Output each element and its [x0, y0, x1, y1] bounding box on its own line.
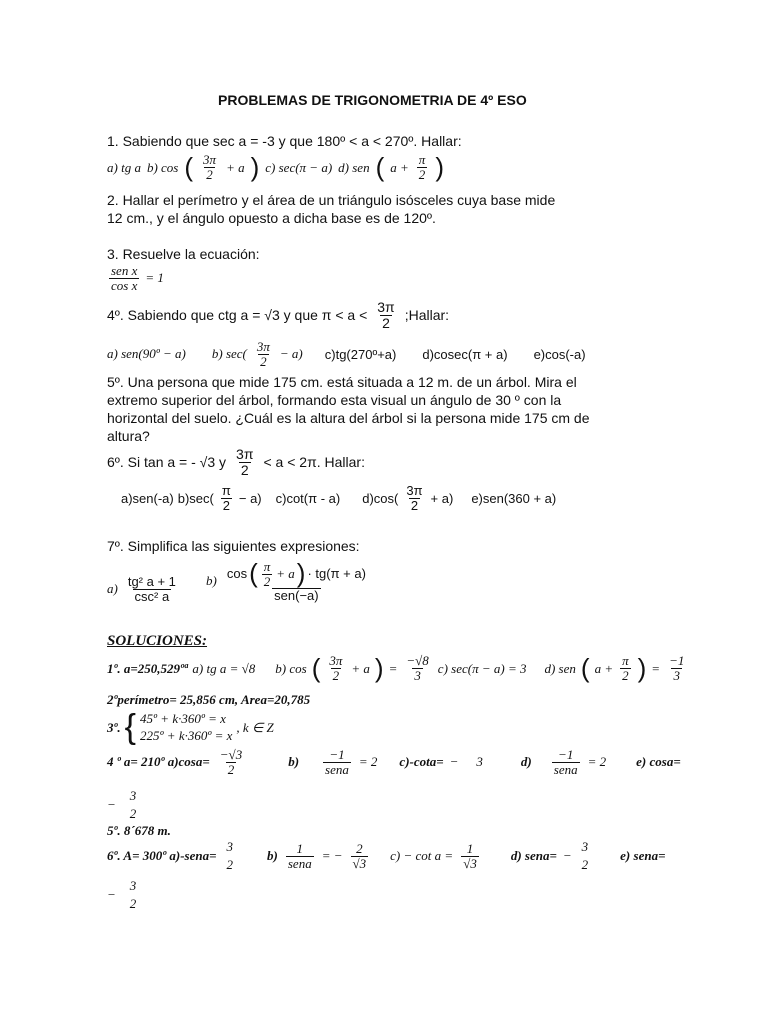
paren-open: ( [249, 558, 258, 589]
fraction [327, 654, 344, 682]
problem-4-text [107, 300, 449, 330]
frac-den: sena [553, 761, 578, 777]
frac-num: 2 [356, 841, 363, 857]
frac-num: 1 [466, 841, 474, 857]
solution-6-e-value [107, 877, 140, 913]
equals-sign: = [388, 660, 398, 676]
minus-sign: − [107, 797, 116, 813]
s4-c-val: 3 [476, 754, 483, 770]
fraction [234, 447, 255, 477]
solution-6 [107, 838, 665, 874]
problem-4-options [107, 340, 586, 368]
fraction [375, 300, 396, 330]
solution-5: 5º. 8´678 m. [107, 823, 171, 838]
frac-den: 2 [382, 314, 390, 331]
cos-label: cos [226, 566, 248, 582]
frac-num: 3 [581, 839, 589, 854]
frac-num: sen x [111, 263, 138, 278]
s1-lead: 1º. a=250,529ºª [107, 660, 188, 676]
minus-sign: − [562, 848, 572, 864]
equation-rhs: = 1 [145, 270, 164, 286]
fraction [552, 748, 580, 776]
s6-c: c) − cot a = [390, 848, 454, 864]
p1-option-b: b) cos [146, 159, 179, 175]
frac-num: π [263, 559, 271, 574]
fraction [109, 264, 139, 292]
p1-option-a: a) tg a [107, 159, 141, 175]
solution-4-e-value [107, 787, 140, 823]
frac-den: 3 [414, 668, 421, 683]
frac-den: 2 [581, 857, 589, 873]
frac-den: √3 [463, 855, 477, 871]
frac-den: 2 [227, 761, 235, 777]
frac-den: 2 [263, 573, 271, 589]
problem-6-options [121, 484, 556, 512]
p4-option-d: d)cosec(π + a) [422, 346, 508, 362]
solutions-header: SOLUCIONES: [107, 633, 208, 649]
s1-d-inner: a + [594, 660, 614, 676]
frac-num: π [622, 653, 629, 669]
frac-den: 2 [129, 896, 137, 912]
p4-post: ;Hallar: [404, 307, 450, 324]
fraction [620, 654, 631, 682]
frac-num: −1 [558, 747, 574, 762]
fraction [128, 877, 139, 913]
frac-num: π [418, 152, 426, 168]
p7-b-label: b) [206, 573, 217, 589]
p4-option-e: e)cos(-a) [533, 346, 586, 362]
p6-option-c: c)cot(π - a) [275, 490, 341, 506]
p6-b-post: − a) [238, 490, 262, 506]
p6-pre: 6º. Si tan a = - √3 y [107, 454, 227, 471]
frac-num: π [221, 483, 231, 498]
fraction [220, 484, 233, 512]
fraction [286, 842, 314, 870]
paren-close: ) [250, 152, 260, 182]
s6-lead: 6º. A= 300º a)-sena= [107, 848, 217, 864]
frac-den: csc² a [134, 588, 170, 604]
p4-option-b: b) sec( [211, 346, 247, 362]
frac-num: −1 [669, 653, 685, 669]
problem-7-text: 7º. Simplifica las siguientes expresiones: [107, 538, 360, 554]
page-title: PROBLEMAS DE TRIGONOMETRIA DE 4º ESO [218, 92, 527, 108]
s4-b-val: = 2 [358, 754, 378, 770]
problem-3-text: 3. Resuelve la ecuación: [107, 246, 260, 262]
frac-den: sen(−a) [274, 588, 319, 604]
equals-sign: = [651, 660, 661, 676]
frac-den: sena [287, 855, 312, 871]
s6-d: d) sena= [510, 848, 557, 864]
problem-3-equation [107, 264, 164, 292]
frac-den: 2 [622, 668, 629, 683]
problem-1-text: 1. Sabiendo que sec a = -3 y que 180º < a < 270º. Hallar: [107, 133, 462, 149]
s4-d-val: = 2 [587, 754, 607, 770]
p4-option-c: c)tg(270º+a) [324, 346, 397, 362]
solution-4 [107, 748, 681, 776]
frac-num: −√8 [406, 653, 429, 669]
frac-den: 2 [260, 353, 267, 369]
p7-b-rest: + a [276, 566, 295, 582]
paren-open: ( [375, 152, 385, 182]
p1-option-c: c) sec(π − a) [265, 159, 333, 175]
problem-5-line3: horizontal del suelo. ¿Cuál es la altura del árbol si la persona mide 175 cm de [107, 410, 590, 426]
problem-2-line2: 12 cm., y el ángulo opuesto a dicha base es de 120º. [107, 210, 436, 226]
fraction [255, 340, 272, 368]
frac-num: 1 [296, 841, 304, 857]
p1-b-rest: + a [226, 159, 245, 175]
frac-num: tg² a + 1 [127, 574, 176, 589]
paren-open: ( [580, 653, 590, 683]
fraction [225, 560, 368, 603]
paren-open: ( [311, 653, 321, 683]
problem-7-expr-a [107, 575, 180, 603]
p7-a-label: a) [107, 581, 118, 597]
frac-den: 3 [673, 668, 680, 683]
s1-a: a) tg a = √8 [192, 660, 256, 676]
p6-option-e: e)sen(360 + a) [471, 490, 557, 506]
s4-d: d) [520, 754, 532, 770]
p1-option-d: d) sen [338, 159, 370, 175]
s6-b-eq: = − [321, 848, 343, 864]
fraction [218, 748, 244, 776]
s4-e: e) cosa= [636, 754, 681, 770]
fraction [126, 575, 178, 603]
frac-den: 2 [226, 857, 234, 873]
p7-b-mid: · tg(π + a) [307, 566, 366, 582]
problem-2-line1: 2. Hallar el perímetro y el área de un triángulo isósceles cuya base mide [107, 192, 556, 208]
problem-5-line1: 5º. Una persona que mide 175 cm. está situada a 12 m. de un árbol. Mira el [107, 374, 577, 390]
frac-den: 2 [418, 167, 426, 182]
p6-option-a: a)sen(-a) [121, 490, 174, 506]
problem-5-line2: extremo superior del árbol, formando esta visual un ángulo de 30 º con la [107, 392, 562, 408]
fraction [417, 153, 428, 181]
p6-d-post: + a) [430, 490, 454, 506]
frac-num: 3 [129, 788, 137, 803]
paren-open: ( [184, 152, 194, 182]
solution-1 [107, 653, 688, 684]
frac-num: 3 [129, 878, 137, 893]
fraction [323, 748, 351, 776]
minus-sign: − [107, 887, 116, 903]
problem-7-expr-b [206, 560, 370, 603]
frac-num: −√3 [219, 747, 243, 762]
s1-c: c) sec(π − a) = 3 [437, 660, 527, 676]
p4-option-a: a) sen(90º − a) [107, 346, 186, 362]
frac-den: 2 [410, 497, 419, 513]
frac-num: 3 [226, 839, 234, 854]
p4-b-post: − a) [279, 346, 303, 362]
problem-1-options [107, 152, 444, 183]
fraction [580, 838, 591, 874]
p6-option-d: d)cos( [362, 490, 399, 506]
fraction [404, 654, 430, 682]
fraction [351, 842, 369, 870]
frac-num [225, 560, 368, 588]
p1-d-pre: a + [390, 159, 409, 175]
p4-pre: 4º. Sabiendo que ctg a = √3 y que π < a < [107, 307, 368, 324]
s4-b: b) [288, 754, 300, 770]
frac-num: 3π [256, 339, 270, 354]
frac-den: 2 [332, 668, 340, 683]
frac-num: 3π [377, 299, 395, 315]
s3-line2: 225º + k·360º = x [140, 727, 233, 743]
frac-den: √3 [352, 855, 367, 871]
fraction [404, 484, 424, 512]
fraction [461, 842, 479, 870]
p6-post: < a < 2π. Hallar: [263, 454, 365, 471]
p6-option-b: b)sec( [177, 490, 214, 506]
s3-line1: 45º + k·360º = x [140, 711, 226, 727]
frac-den: 2 [222, 497, 230, 513]
frac-num: 3π [236, 446, 254, 462]
frac-num: 3π [406, 483, 423, 498]
paren-close: ) [637, 653, 647, 683]
frac-den: 2 [129, 806, 137, 822]
frac-den: sena [325, 761, 349, 777]
frac-num: 3π [203, 152, 217, 168]
paren-close: ) [435, 152, 444, 182]
frac-den: 2 [240, 461, 249, 478]
s3-system [140, 711, 232, 744]
paren-close: ) [296, 558, 306, 589]
fraction [128, 787, 139, 823]
minus-sign: − [449, 754, 459, 770]
s1-b: b) cos [275, 660, 307, 676]
s1-d: d) sen [544, 660, 576, 676]
s3-lead: 3º. [107, 719, 121, 735]
frac-num: −1 [329, 747, 345, 762]
solution-3 [107, 708, 274, 747]
fraction [225, 838, 236, 874]
s6-e: e) sena= [620, 848, 666, 864]
problem-5-line4: altura? [107, 428, 150, 444]
frac-den: 2 [206, 167, 213, 182]
frac-num: 3π [329, 653, 343, 669]
s4-c: c)-cota= [399, 754, 444, 770]
s4-lead: 4 º a= 210º a)cosa= [107, 754, 210, 770]
brace-icon: { [124, 708, 137, 746]
fraction [667, 654, 686, 682]
paren-close: ) [374, 653, 384, 683]
problem-6-text [107, 447, 365, 477]
s6-b: b) [267, 848, 278, 864]
frac-den: cos x [111, 277, 138, 293]
fraction [201, 153, 218, 181]
s1-b-rest: + a [351, 660, 370, 676]
s3-k: , k ∈ Z [236, 719, 274, 735]
solution-2: 2ºperímetro= 25,856 cm, Area=20,785 [107, 692, 311, 707]
fraction [262, 560, 273, 588]
